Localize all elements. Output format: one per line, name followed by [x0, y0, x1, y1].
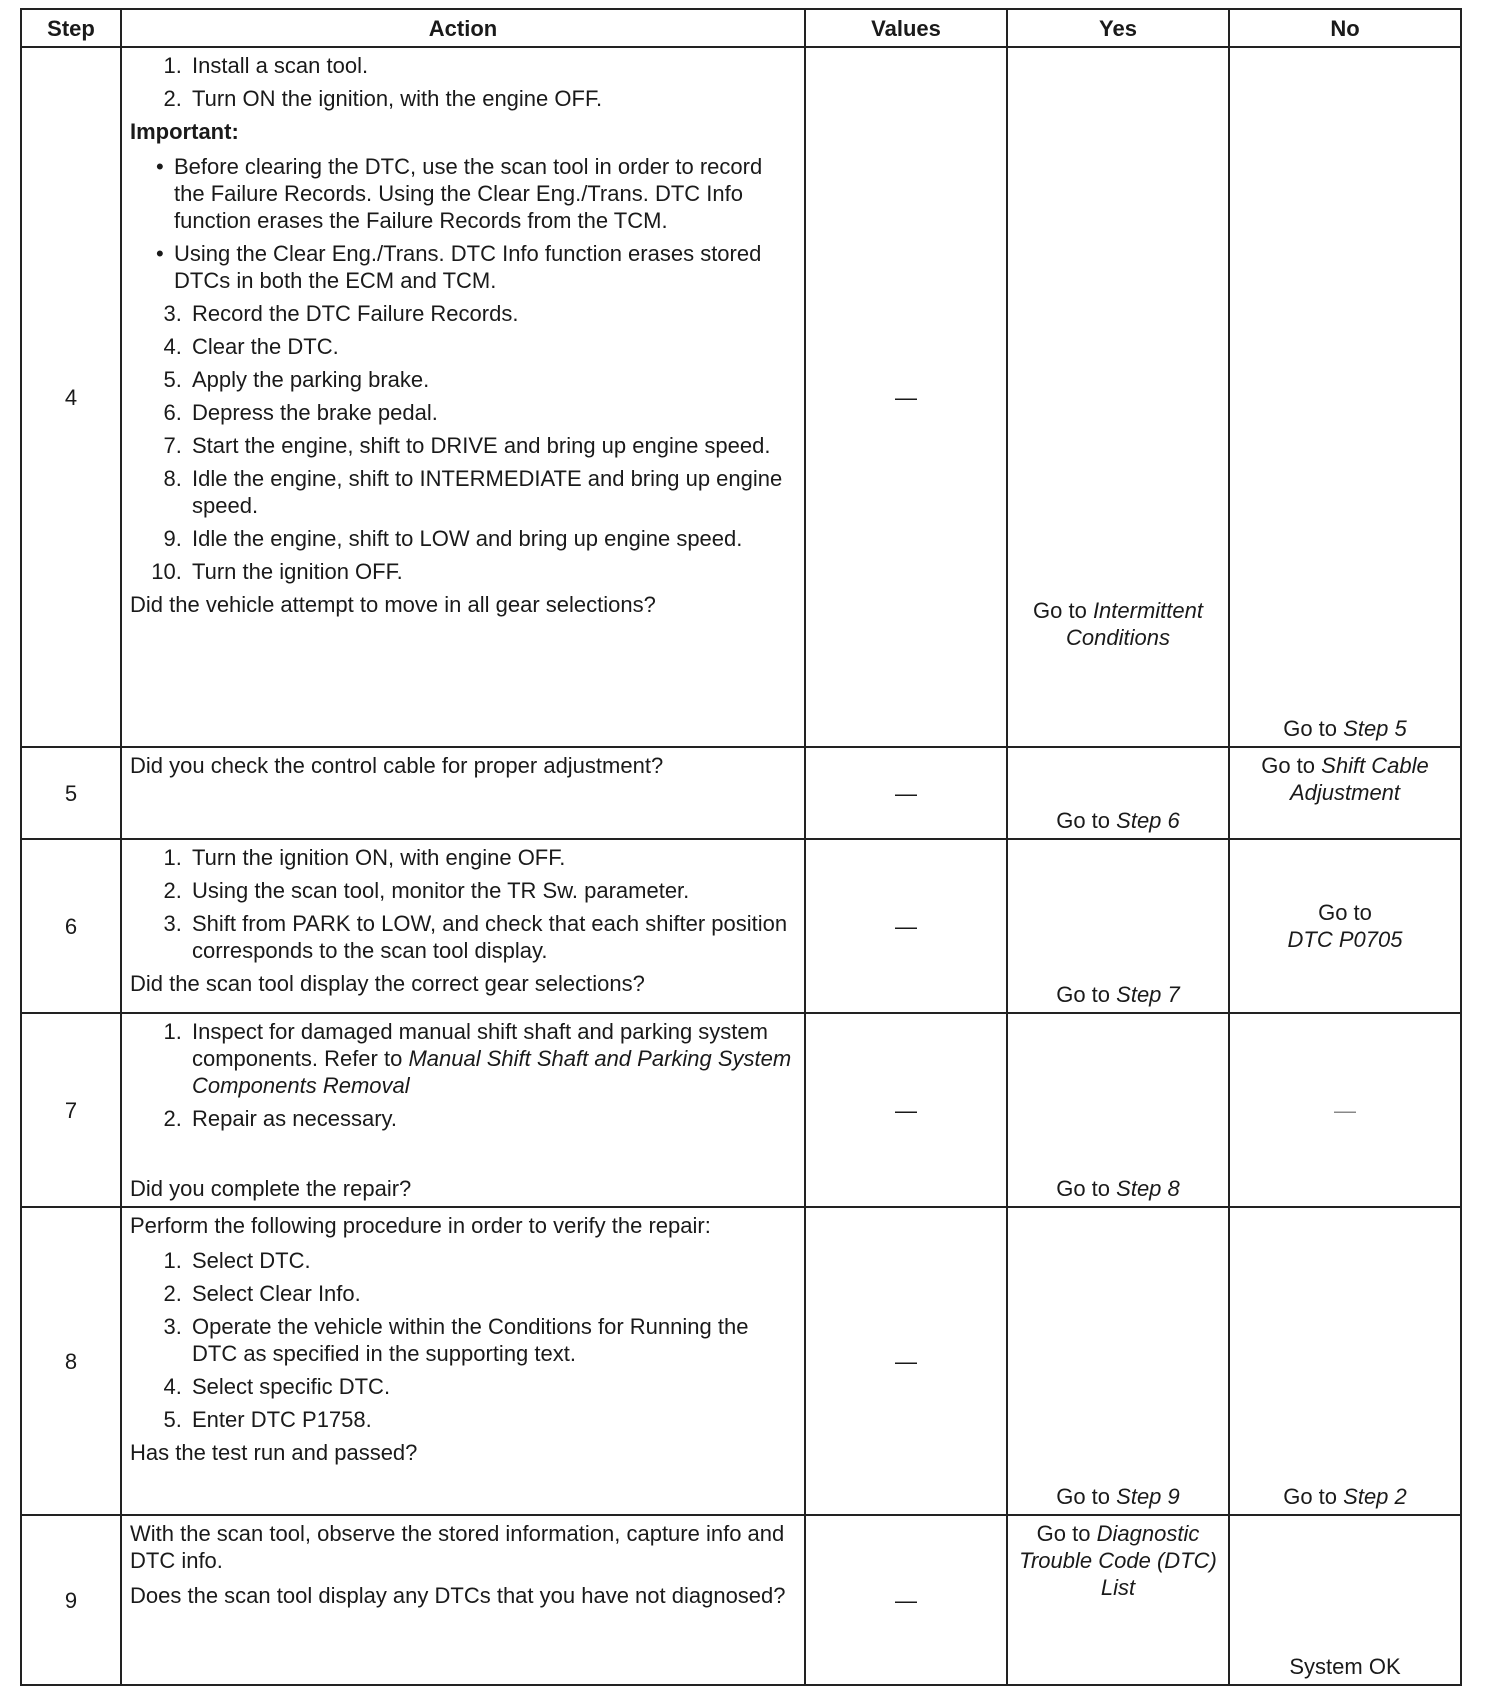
- list-item: 2. Turn ON the ignition, with the engine OFF.: [188, 85, 796, 112]
- action-cell: [121, 1013, 805, 1207]
- list-item: 8. Idle the engine, shift to INTERMEDIATE and bring up engine speed.: [188, 465, 796, 519]
- no-cell: [1229, 1207, 1461, 1515]
- step-number: 5: [21, 747, 121, 839]
- yes-cell: [1007, 1207, 1229, 1515]
- list-item: 9. Idle the engine, shift to LOW and bring up engine speed.: [188, 525, 796, 552]
- go-to-text: Go to: [1261, 753, 1316, 778]
- question-text: Does the scan tool display any DTCs that you have not diagnosed?: [130, 1583, 786, 1608]
- header-values: Values: [805, 9, 1007, 47]
- list-item: 5. Apply the parking brake.: [188, 366, 796, 393]
- table-row-step-4: [21, 47, 1461, 747]
- yes-link[interactable]: Step 6: [1116, 808, 1180, 833]
- question-text: Did the vehicle attempt to move in all gear selections?: [130, 592, 656, 617]
- yes-cell: [1007, 839, 1229, 1013]
- question-text: Did the scan tool display the correct gear selections?: [130, 971, 645, 996]
- no-cell: [1229, 1515, 1461, 1685]
- list-item: 1. Install a scan tool.: [188, 52, 796, 79]
- no-cell: [1229, 47, 1461, 747]
- step-number: 7: [21, 1013, 121, 1207]
- list-item: 3. Shift from PARK to LOW, and check that each shifter position corresponds to the scan tool display.: [188, 910, 796, 964]
- yes-link[interactable]: Intermittent Conditions: [1066, 598, 1203, 650]
- reference-link[interactable]: Manual Shift Shaft and Parking System Components Removal: [192, 1046, 792, 1098]
- question-text: Did you check the control cable for proper adjustment?: [130, 753, 664, 778]
- intro-text: Perform the following procedure in order to verify the repair:: [130, 1213, 711, 1238]
- values-cell: —: [805, 747, 1007, 839]
- yes-nav: [1008, 593, 1228, 655]
- no-link[interactable]: DTC P0705: [1287, 927, 1403, 952]
- go-to-text: Go to: [1283, 1484, 1338, 1509]
- list-item: 2. Select Clear Info.: [188, 1280, 796, 1307]
- no-cell: —: [1229, 1013, 1461, 1207]
- action-cell: [121, 839, 805, 1013]
- go-to-text: Go to: [1056, 808, 1111, 833]
- action-list: [130, 1018, 796, 1132]
- bullet-text: Before clearing the DTC, use the scan tool in order to record the Failure Records. Using the Clear Eng./Trans. DTC Info function erases the Failure Records from the TCM.: [174, 154, 763, 233]
- no-link[interactable]: Step 2: [1343, 1484, 1407, 1509]
- values-cell: —: [805, 839, 1007, 1013]
- yes-link[interactable]: Step 9: [1116, 1484, 1180, 1509]
- values-cell: —: [805, 47, 1007, 747]
- important-bullets: [130, 153, 796, 294]
- list-item: 4. Select specific DTC.: [188, 1373, 796, 1400]
- no-nav: [1230, 1483, 1460, 1510]
- go-to-text: Go to: [1036, 1521, 1091, 1546]
- list-item: 10. Turn the ignition OFF.: [188, 558, 796, 585]
- step-number: 9: [21, 1515, 121, 1685]
- diagnostic-table: [20, 8, 1462, 1686]
- header-no: No: [1229, 9, 1461, 47]
- no-link[interactable]: Step 5: [1343, 716, 1407, 741]
- table-row-step-5: [21, 747, 1461, 839]
- action-cell: [121, 747, 805, 839]
- intro-text: With the scan tool, observe the stored information, capture info and DTC info.: [130, 1521, 785, 1573]
- action-list: [130, 844, 796, 964]
- header-row: [21, 9, 1461, 47]
- table-row-step-6: [21, 839, 1461, 1013]
- list-item: [156, 153, 796, 234]
- yes-link[interactable]: Step 8: [1116, 1176, 1180, 1201]
- bullet-icon: •: [156, 241, 164, 266]
- table-row-step-7: [21, 1013, 1461, 1207]
- list-item: [188, 1018, 796, 1099]
- header-yes: Yes: [1007, 9, 1229, 47]
- header-action: Action: [121, 9, 805, 47]
- yes-cell: [1007, 747, 1229, 839]
- step-number: 4: [21, 47, 121, 747]
- yes-nav: [1008, 1516, 1228, 1605]
- action-list: [130, 52, 796, 112]
- go-to-text: Go to: [1056, 982, 1111, 1007]
- action-cell: [121, 1515, 805, 1685]
- action-list: [130, 300, 796, 585]
- values-cell: —: [805, 1515, 1007, 1685]
- action-cell: [121, 1207, 805, 1515]
- step-number: 6: [21, 839, 121, 1013]
- list-item: 1. Select DTC.: [188, 1247, 796, 1274]
- list-item: 3. Operate the vehicle within the Conditions for Running the DTC as specified in the supporting text.: [188, 1313, 796, 1367]
- list-item: 5. Enter DTC P1758.: [188, 1406, 796, 1433]
- yes-cell: [1007, 1013, 1229, 1207]
- list-item: 2. Repair as necessary.: [188, 1105, 796, 1132]
- go-to-text: Go to: [1056, 1484, 1111, 1509]
- yes-nav: [1008, 1483, 1228, 1510]
- list-item: 6. Depress the brake pedal.: [188, 399, 796, 426]
- no-nav: [1230, 899, 1460, 953]
- yes-nav: [1008, 981, 1228, 1008]
- table-row-step-9: [21, 1515, 1461, 1685]
- list-item: 7. Start the engine, shift to DRIVE and bring up engine speed.: [188, 432, 796, 459]
- list-item: 2. Using the scan tool, monitor the TR Sw. parameter.: [188, 877, 796, 904]
- go-to-text: Go to: [1283, 716, 1338, 741]
- values-cell: —: [805, 1207, 1007, 1515]
- yes-cell: [1007, 1515, 1229, 1685]
- action-list: [130, 1247, 796, 1433]
- question-text: Has the test run and passed?: [130, 1440, 418, 1465]
- go-to-text: Go to: [1033, 598, 1087, 623]
- yes-cell: [1007, 47, 1229, 747]
- action-cell: [121, 47, 805, 747]
- no-nav: [1230, 752, 1460, 806]
- item-text: Inspect for damaged manual shift shaft and parking system components. Refer to: [192, 1019, 768, 1071]
- question-text: Did you complete the repair?: [130, 1176, 412, 1201]
- no-cell: [1229, 747, 1461, 839]
- list-item: 1. Turn the ignition ON, with engine OFF.: [188, 844, 796, 871]
- no-cell: [1229, 839, 1461, 1013]
- list-item: 3. Record the DTC Failure Records.: [188, 300, 796, 327]
- table-row-step-8: [21, 1207, 1461, 1515]
- no-result: System OK: [1289, 1654, 1401, 1679]
- step-number: 8: [21, 1207, 121, 1515]
- no-link[interactable]: Shift Cable Adjustment: [1289, 753, 1429, 805]
- bullet-text: Using the Clear Eng./Trans. DTC Info function erases stored DTCs in both the ECM and TCM.: [174, 241, 762, 293]
- go-to-text: Go to: [1056, 1176, 1111, 1201]
- header-step: Step: [21, 9, 121, 47]
- yes-link[interactable]: Diagnostic Trouble Code (DTC) List: [1019, 1521, 1217, 1600]
- list-item: 4. Clear the DTC.: [188, 333, 796, 360]
- yes-link[interactable]: Step 7: [1116, 982, 1180, 1007]
- bullet-icon: •: [156, 154, 164, 179]
- yes-nav: [1008, 1175, 1228, 1202]
- no-nav: [1230, 715, 1460, 742]
- list-item: [156, 240, 796, 294]
- values-cell: —: [805, 1013, 1007, 1207]
- go-to-text: Go to: [1318, 900, 1372, 925]
- yes-nav: [1008, 807, 1228, 834]
- important-label: Important:: [130, 119, 239, 144]
